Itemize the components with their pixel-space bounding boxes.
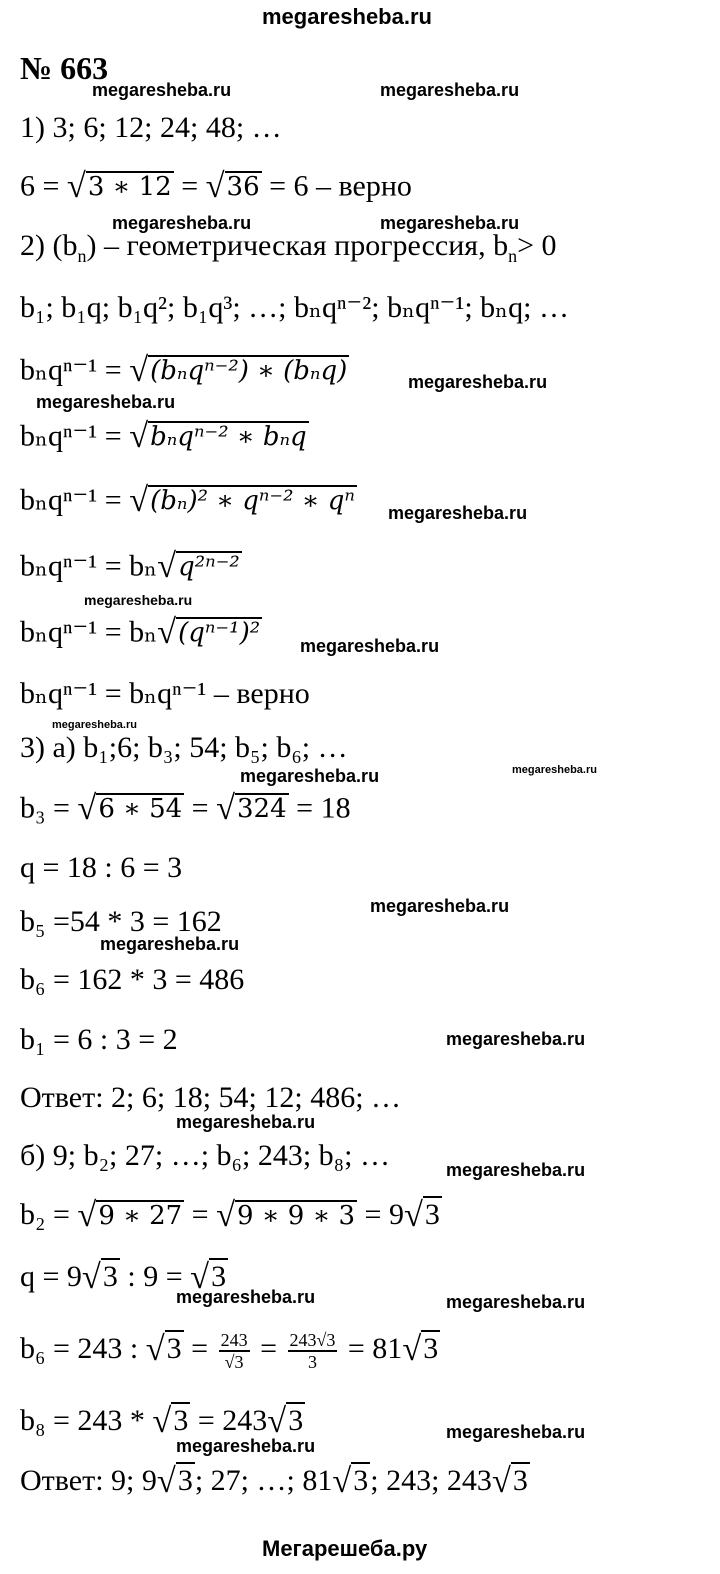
fraction: $\frac{243}{√3}$ bbox=[220, 1330, 248, 1373]
watermark: megaresheba.ru bbox=[240, 766, 380, 786]
watermark: megaresheba.ru bbox=[84, 592, 193, 608]
solution-line: 2) $(b_n)$ – геометрическая прогрессия, $b_n> 0$ bbox=[20, 229, 557, 266]
solution-line: 3) а) b₁;6; b₃; 54; b₅; b₆; … bbox=[20, 731, 348, 764]
watermark: megaresheba.ru bbox=[408, 372, 548, 392]
solution-line: b₅ =54 * 3 = 162 bbox=[20, 905, 222, 938]
watermark: megaresheba.ru bbox=[388, 503, 528, 523]
watermark: megaresheba.ru bbox=[446, 1029, 586, 1049]
watermark: megaresheba.ru bbox=[176, 1112, 316, 1132]
solution-line: bₙqⁿ⁻¹ = √(bₙqⁿ⁻²) ∗ (bₙq) bbox=[20, 351, 348, 389]
answer-line: Ответ: 9; 9√3; 27; …; 81√3; 243; 243√3 bbox=[20, 1461, 528, 1500]
solution-line: b₆ = 162 * 3 = 486 bbox=[20, 963, 245, 996]
solution-line: bₙqⁿ⁻¹ = √bₙqⁿ⁻² ∗ bₙq bbox=[20, 417, 307, 455]
solution-line: b₁ = 6 : 3 = 2 bbox=[20, 1023, 178, 1056]
answer-line: Ответ: 2; 6; 18; 54; 12; 486; … bbox=[20, 1081, 402, 1114]
watermark: megaresheba.ru bbox=[112, 213, 252, 233]
problem-number: № 663 bbox=[20, 50, 109, 86]
watermark: megaresheba.ru bbox=[100, 934, 240, 954]
solution-line: 1) 3; 6; 12; 24; 48; … bbox=[20, 111, 282, 144]
solution-line: b₁; b₁q; b₁q²; b₁q³; …; bₙqⁿ⁻²; bₙqⁿ⁻¹; bₙq; … bbox=[20, 291, 569, 324]
fraction: $\frac{243√3}{3}$ bbox=[289, 1330, 336, 1373]
footer-watermark: Мегарешеба.ру bbox=[262, 1536, 428, 1561]
solution-line: bₙqⁿ⁻¹ = bₙqⁿ⁻¹ – верно bbox=[20, 677, 310, 710]
solution-line: б) 9; b₂; 27; …; b₆; 243; b₈; … bbox=[20, 1139, 390, 1172]
solution-line: bₙqⁿ⁻¹ = bₙ√q²ⁿ⁻² bbox=[20, 547, 240, 585]
watermark: megaresheba.ru bbox=[300, 636, 440, 656]
watermark: megaresheba.ru bbox=[446, 1422, 586, 1442]
solution-line: b₃ = √6 ∗ 54 = √324 = 18 bbox=[20, 789, 351, 827]
watermark: megaresheba.ru bbox=[370, 896, 510, 916]
watermark: megaresheba.ru bbox=[380, 80, 520, 100]
watermark: megaresheba.ru bbox=[446, 1292, 586, 1312]
watermark: megaresheba.ru bbox=[380, 213, 520, 233]
watermark: megaresheba.ru bbox=[36, 392, 176, 412]
solution-line: 6 = √3 ∗ 12 = √36 = 6 – верно bbox=[20, 167, 412, 205]
watermark: megaresheba.ru bbox=[52, 719, 137, 731]
watermark: megaresheba.ru bbox=[92, 80, 232, 100]
watermark: megaresheba.ru bbox=[512, 764, 597, 776]
solution-line: bₙqⁿ⁻¹ = bₙ√(qⁿ⁻¹)² bbox=[20, 613, 261, 651]
solution-line: q = 18 : 6 = 3 bbox=[20, 851, 183, 884]
header-watermark: megaresheba.ru bbox=[262, 4, 432, 29]
solution-line: b₂ = √9 ∗ 27 = √9 ∗ 9 ∗ 3 = 9√3 bbox=[20, 1195, 440, 1234]
watermark: megaresheba.ru bbox=[176, 1436, 316, 1456]
watermark: megaresheba.ru bbox=[446, 1160, 586, 1180]
solution-line: b₆ = 243 : √3 = $\frac{243}{√3}$ = $\frac{243√3}{3}$ = 81√3 bbox=[20, 1329, 439, 1373]
solution-line: bₙqⁿ⁻¹ = √(bₙ)² ∗ qⁿ⁻² ∗ qⁿ bbox=[20, 481, 355, 519]
watermark: megaresheba.ru bbox=[176, 1287, 316, 1307]
solution-line: b₈ = 243 * √3 = 243√3 bbox=[20, 1401, 304, 1440]
solution-line: q = 9√3 : 9 = √3 bbox=[20, 1257, 227, 1296]
